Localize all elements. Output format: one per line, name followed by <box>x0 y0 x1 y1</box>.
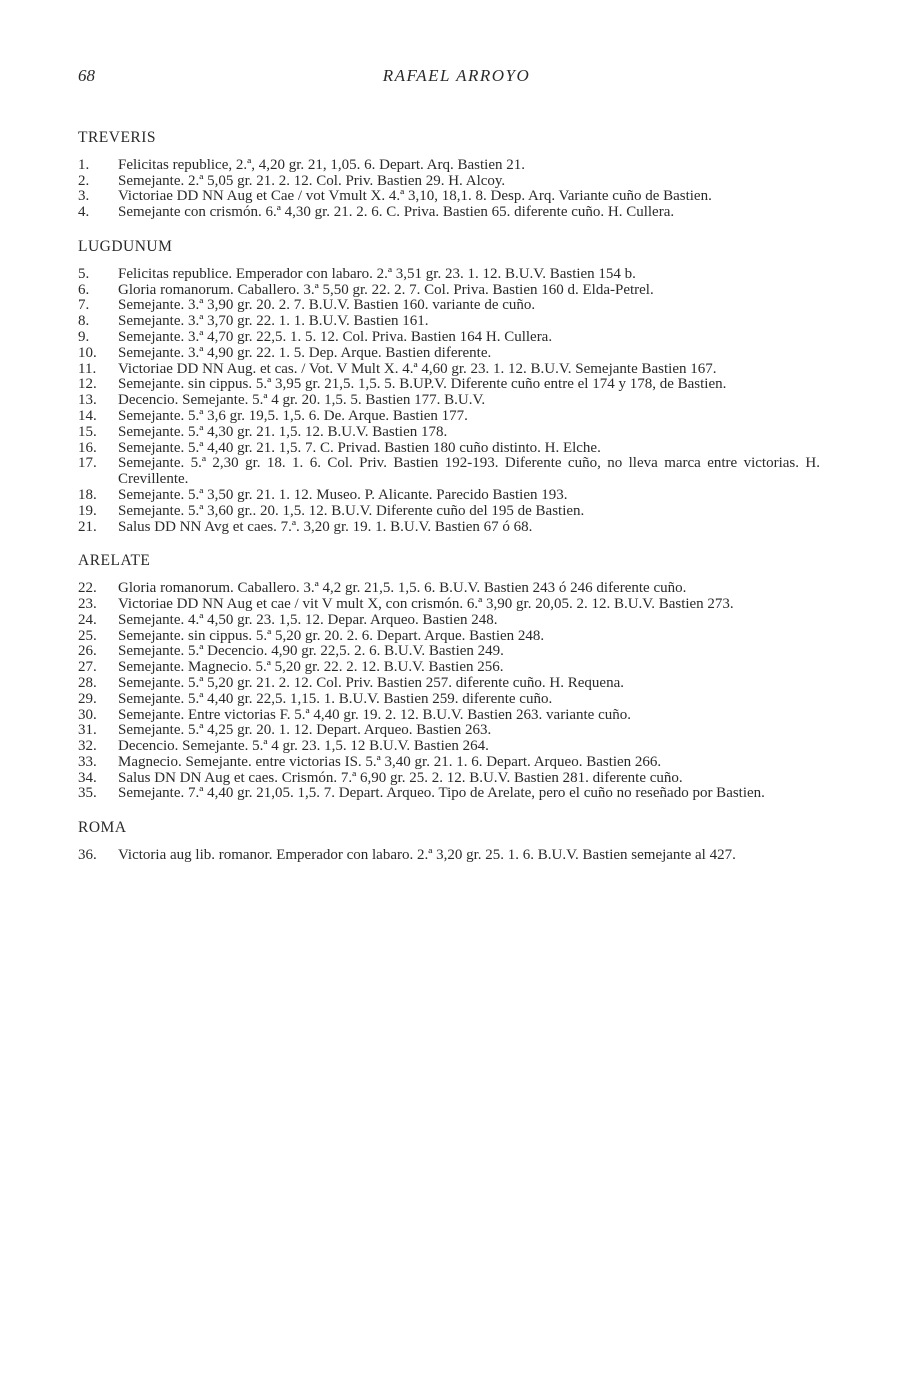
catalog-entry <box>78 755 820 771</box>
entry-text: Decencio. Semejante. 5.ª 4 gr. 23. 1,5. 12 B.U.V. Bastien 264. <box>118 738 489 755</box>
entry-number: 30. <box>78 706 97 723</box>
catalog-entry <box>78 393 820 409</box>
section-title: TREVERIS <box>78 129 157 146</box>
entry-text: Semejante. 5.ª 4,25 gr. 20. 1. 12. Depart. Arqueo. Bastien 263. <box>118 722 492 739</box>
running-head <box>78 66 821 88</box>
catalog-entry <box>78 488 820 504</box>
entry-number: 17. <box>78 455 97 472</box>
catalog-entry <box>78 441 820 457</box>
entry-text: Magnecio. Semejante. entre victorias IS. 5.ª 3,40 gr. 21. 1. 6. Depart. Arqueo. Bastien 266. <box>118 753 662 770</box>
entry-number: 6. <box>78 281 90 298</box>
entry-number: 21. <box>78 518 97 535</box>
entry-number: 14. <box>78 407 97 424</box>
entry-text: Felicitas republice. Emperador con labaro. 2.ª 3,51 gr. 23. 1. 12. B.U.V. Bastien 154 b. <box>118 265 636 282</box>
catalog-entry <box>78 267 820 283</box>
catalog-entry <box>78 205 820 221</box>
catalog-entry <box>78 771 820 787</box>
entry-text: Semejante con crismón. 6.ª 4,30 gr. 21. 2. 6. C. Priva. Bastien 65. diferente cuño. H. Cullera. <box>118 204 675 221</box>
entry-text: Semejante. 5.ª 2,30 gr. 18. 1. 6. Col. Priv. Bastien 192-193. Diferente cuño, no lleva marca entre victorias. H. Crevillente. <box>118 455 820 488</box>
section-title: ROMA <box>78 819 127 837</box>
section-lugdunum <box>78 239 820 535</box>
catalog-entry <box>78 425 820 441</box>
catalog-entry <box>78 581 820 597</box>
entry-number: 25. <box>78 627 97 644</box>
entry-text: Semejante. sin cippus. 5.ª 5,20 gr. 20. 2. 6. Depart. Arque. Bastien 248. <box>118 627 545 644</box>
entry-text: Victoriae DD NN Aug et cae / vit V mult X, con crismón. 6.ª 3,90 gr. 20,05. 2. 12. B.U.V. Bastien 273. <box>118 595 734 612</box>
catalog-entry <box>78 346 820 362</box>
entry-text: Decencio. Semejante. 5.ª 4 gr. 20. 1,5. 5. Bastien 177. B.U.V. <box>118 392 486 409</box>
entry-number: 8. <box>78 313 90 330</box>
section-arelate <box>78 553 820 802</box>
entry-number: 18. <box>78 486 97 503</box>
entry-text: Semejante. Entre victorias F. 5.ª 4,40 gr. 19. 2. 12. B.U.V. Bastien 263. variante cuño. <box>118 706 631 723</box>
entry-number: 9. <box>78 328 90 345</box>
catalog-entry <box>78 660 820 676</box>
catalog-entry <box>78 739 820 755</box>
entry-number: 3. <box>78 188 90 205</box>
entry-number: 22. <box>78 580 97 597</box>
entry-number: 19. <box>78 502 97 519</box>
section-treveris <box>78 130 820 221</box>
entry-number: 4. <box>78 204 90 221</box>
entry-list <box>78 848 820 864</box>
entry-number: 29. <box>78 690 97 707</box>
running-title: RAFAEL ARROYO <box>382 66 531 85</box>
entry-text: Semejante. 3.ª 4,70 gr. 22,5. 1. 5. 12. Col. Priva. Bastien 164 H. Cullera. <box>118 328 553 345</box>
catalog-entry <box>78 283 820 299</box>
entry-text: Salus DN DN Aug et caes. Crismón. 7.ª 6,90 gr. 25. 2. 12. B.U.V. Bastien 281. diferente cuño. <box>118 769 683 786</box>
catalog-entry <box>78 629 820 645</box>
catalog-entry <box>78 723 820 739</box>
page-number: 68 <box>78 66 95 85</box>
entry-number: 24. <box>78 611 97 628</box>
entry-number: 15. <box>78 423 97 440</box>
entry-text: Semejante. 5.ª 3,60 gr.. 20. 1,5. 12. B.U.V. Diferente cuño del 195 de Bastien. <box>118 502 585 519</box>
entry-text: Semejante. 5.ª 5,20 gr. 21. 2. 12. Col. Priv. Bastien 257. diferente cuño. H. Requena. <box>118 674 624 691</box>
entry-text: Semejante. 7.ª 4,40 gr. 21,05. 1,5. 7. Depart. Arqueo. Tipo de Arelate, pero el cuño no reseñado por Bastien. <box>118 785 765 802</box>
entry-text: Semejante. 3.ª 3,90 gr. 20. 2. 7. B.U.V. Bastien 160. variante de cuño. <box>118 297 536 314</box>
entry-text: Semejante. 3.ª 4,90 gr. 22. 1. 5. Dep. Arque. Bastien diferente. <box>118 344 492 361</box>
entry-number: 31. <box>78 722 97 739</box>
entry-number: 13. <box>78 392 97 409</box>
entry-text: Semejante. 4.ª 4,50 gr. 23. 1,5. 12. Depar. Arqueo. Bastien 248. <box>118 611 498 628</box>
section-title: ARELATE <box>78 552 151 570</box>
entry-number: 36. <box>78 847 97 864</box>
entry-text: Semejante. sin cippus. 5.ª 3,95 gr. 21,5. 1,5. 5. B.UP.V. Diferente cuño entre el 174 y 178, de Bastien. <box>118 376 727 393</box>
entry-text: Victoriae DD NN Aug. et cas. / Vot. V Mult X. 4.ª 4,60 gr. 23. 1. 12. B.U.V. Semejante Bastien 167. <box>118 360 717 377</box>
catalog-entry <box>78 708 820 724</box>
entry-list <box>78 267 820 536</box>
catalog-entry <box>78 597 820 613</box>
entry-text: Semejante. 3.ª 3,70 gr. 22. 1. 1. B.U.V. Bastien 161. <box>118 313 429 330</box>
catalog-entry <box>78 613 820 629</box>
entry-number: 32. <box>78 738 97 755</box>
entry-number: 34. <box>78 769 97 786</box>
entry-number: 2. <box>78 172 90 189</box>
catalog-content <box>78 130 820 864</box>
catalog-entry <box>78 692 820 708</box>
entry-list <box>78 158 820 221</box>
entry-number: 16. <box>78 439 97 456</box>
catalog-entry <box>78 174 820 190</box>
catalog-entry <box>78 504 820 520</box>
catalog-entry <box>78 409 820 425</box>
entry-text: Semejante. 5.ª Decencio. 4,90 gr. 22,5. 2. 6. B.U.V. Bastien 249. <box>118 643 504 660</box>
catalog-entry <box>78 158 820 174</box>
entry-text: Gloria romanorum. Caballero. 3.ª 5,50 gr. 22. 2. 7. Col. Priva. Bastien 160 d. Elda-Petrel. <box>118 281 654 298</box>
entry-text: Semejante. 5.ª 4,40 gr. 21. 1,5. 7. C. Privad. Bastien 180 cuño distinto. H. Elche. <box>118 439 601 456</box>
entry-text: Semejante. 5.ª 3,50 gr. 21. 1. 12. Museo. P. Alicante. Parecido Bastien 193. <box>118 486 568 503</box>
entry-list <box>78 581 820 802</box>
entry-number: 28. <box>78 674 97 691</box>
catalog-entry <box>78 848 820 864</box>
entry-text: Semejante. 2.ª 5,05 gr. 21. 2. 12. Col. Priv. Bastien 29. H. Alcoy. <box>118 172 506 189</box>
catalog-entry <box>78 189 820 205</box>
entry-text: Semejante. 5.ª 3,6 gr. 19,5. 1,5. 6. De. Arque. Bastien 177. <box>118 407 468 424</box>
entry-number: 7. <box>78 297 90 314</box>
entry-text: Victoria aug lib. romanor. Emperador con labaro. 2.ª 3,20 gr. 25. 1. 6. B.U.V. Bastien semejante al 427. <box>118 847 736 864</box>
entry-number: 26. <box>78 643 97 660</box>
entry-number: 27. <box>78 659 97 676</box>
entry-text: Semejante. 5.ª 4,30 gr. 21. 1,5. 12. B.U.V. Bastien 178. <box>118 423 448 440</box>
entry-number: 11. <box>78 360 97 377</box>
catalog-entry <box>78 644 820 660</box>
entry-number: 23. <box>78 595 97 612</box>
section-title: LUGDUNUM <box>78 237 173 255</box>
catalog-entry <box>78 298 820 314</box>
entry-text: Salus DD NN Avg et caes. 7.ª. 3,20 gr. 19. 1. B.U.V. Bastien 67 ó 68. <box>118 518 533 535</box>
entry-number: 10. <box>78 344 97 361</box>
entry-number: 1. <box>78 156 90 173</box>
catalog-entry <box>78 314 820 330</box>
entry-number: 35. <box>78 785 97 802</box>
catalog-entry <box>78 676 820 692</box>
entry-text: Victoriae DD NN Aug et Cae / vot Vmult X. 4.ª 3,10, 18,1. 8. Desp. Arq. Variante cuño de Bastien. <box>118 188 712 205</box>
catalog-entry <box>78 520 820 536</box>
entry-number: 12. <box>78 376 97 393</box>
entry-number: 5. <box>78 265 90 282</box>
catalog-entry <box>78 377 820 393</box>
catalog-entry <box>78 786 820 802</box>
entry-text: Felicitas republice, 2.ª, 4,20 gr. 21, 1,05. 6. Depart. Arq. Bastien 21. <box>118 156 525 173</box>
catalog-entry <box>78 456 820 488</box>
catalog-entry <box>78 330 820 346</box>
entry-text: Gloria romanorum. Caballero. 3.ª 4,2 gr. 21,5. 1,5. 6. B.U.V. Bastien 243 ó 246 diferente cuño. <box>118 580 687 597</box>
entry-text: Semejante. Magnecio. 5.ª 5,20 gr. 22. 2. 12. B.U.V. Bastien 256. <box>118 659 504 676</box>
entry-number: 33. <box>78 753 97 770</box>
catalog-entry <box>78 362 820 378</box>
entry-text: Semejante. 5.ª 4,40 gr. 22,5. 1,15. 1. B.U.V. Bastien 259. diferente cuño. <box>118 690 553 707</box>
section-roma <box>78 820 820 864</box>
